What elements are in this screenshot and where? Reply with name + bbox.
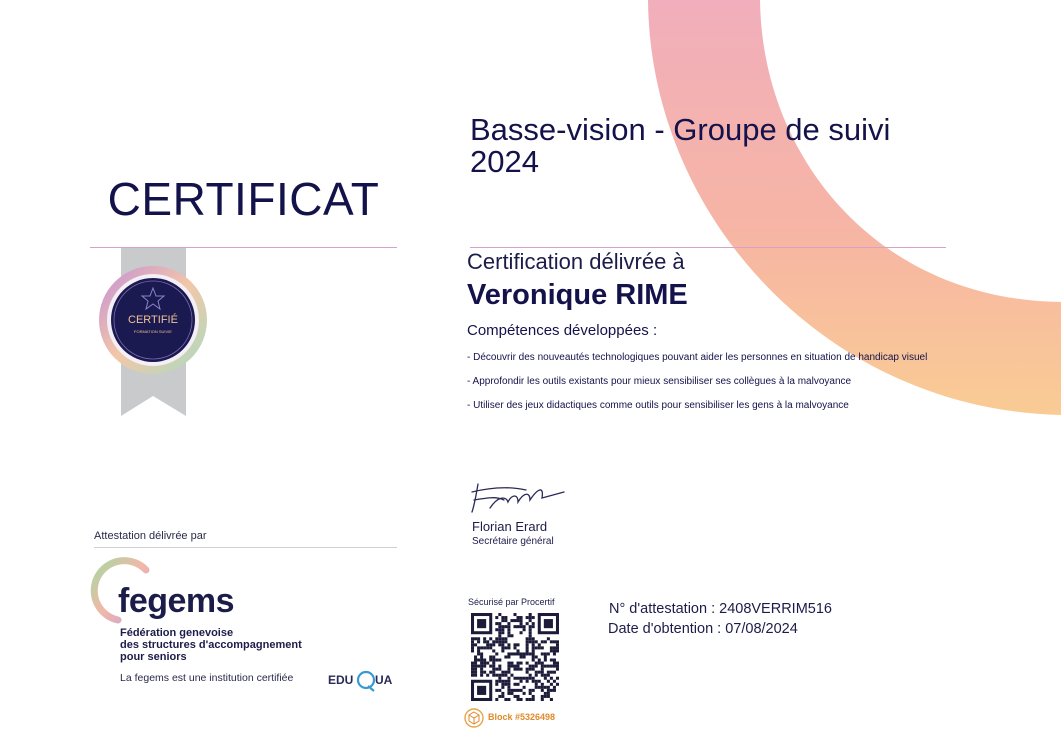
skill-item: - Utiliser des jeux didactiques comme outils pour sensibiliser les gens à la malvoyance [467,400,849,411]
skill-item: - Approfondir les outils existants pour mieux sensibiliser ses collègues à la malvoyance [467,376,852,387]
badge-subtitle: FORMATION SUIVIE [134,329,172,334]
issuer-description: pour seniors [120,651,187,663]
issuer-logo-name: fegems [118,582,235,620]
signer-name: Florian Erard [472,519,548,534]
skill-item: - Découvrir des nouveautés technologiques pouvant aider les personnes en situation de handicap visuel [467,352,928,363]
block-link[interactable]: Block #5326498 [488,712,556,722]
course-title: Basse-vision - Groupe de suivi 2024 [470,112,891,179]
attestation-number: N° d'attestation : 2408VERRIM516 [609,601,832,617]
eduqua-ua: UA [375,673,392,687]
issuer-description: des structures d'accompagnement [120,639,302,651]
signature-image [468,478,568,518]
issuer-divider [94,547,397,548]
attestation-by-label: Attestation délivrée par [94,530,207,542]
skills-heading: Compétences développées : [467,322,658,339]
certified-badge-icon [98,248,210,418]
eduqua-edu: EDU [328,673,354,687]
blockchain-cube-icon [464,708,484,728]
issuer-description: Fédération genevoise [120,627,234,639]
certificate-heading: CERTIFICAT [107,173,380,225]
date-obtained: Date d'obtention : 07/08/2024 [608,621,798,637]
recipient-name: Veronique RIME [467,279,688,311]
badge-title: CERTIFIÉ [128,314,178,326]
eduqua-logo [328,668,392,694]
delivered-to-label: Certification délivrée à [467,249,685,274]
qr-code[interactable] [471,613,559,701]
secured-by-label: Sécurisé par Procertif [468,597,555,607]
right-divider [470,247,946,248]
signer-role: Secrétaire général [472,536,554,547]
issuer-certified-note: La fegems est une institution certifiée [120,672,294,684]
